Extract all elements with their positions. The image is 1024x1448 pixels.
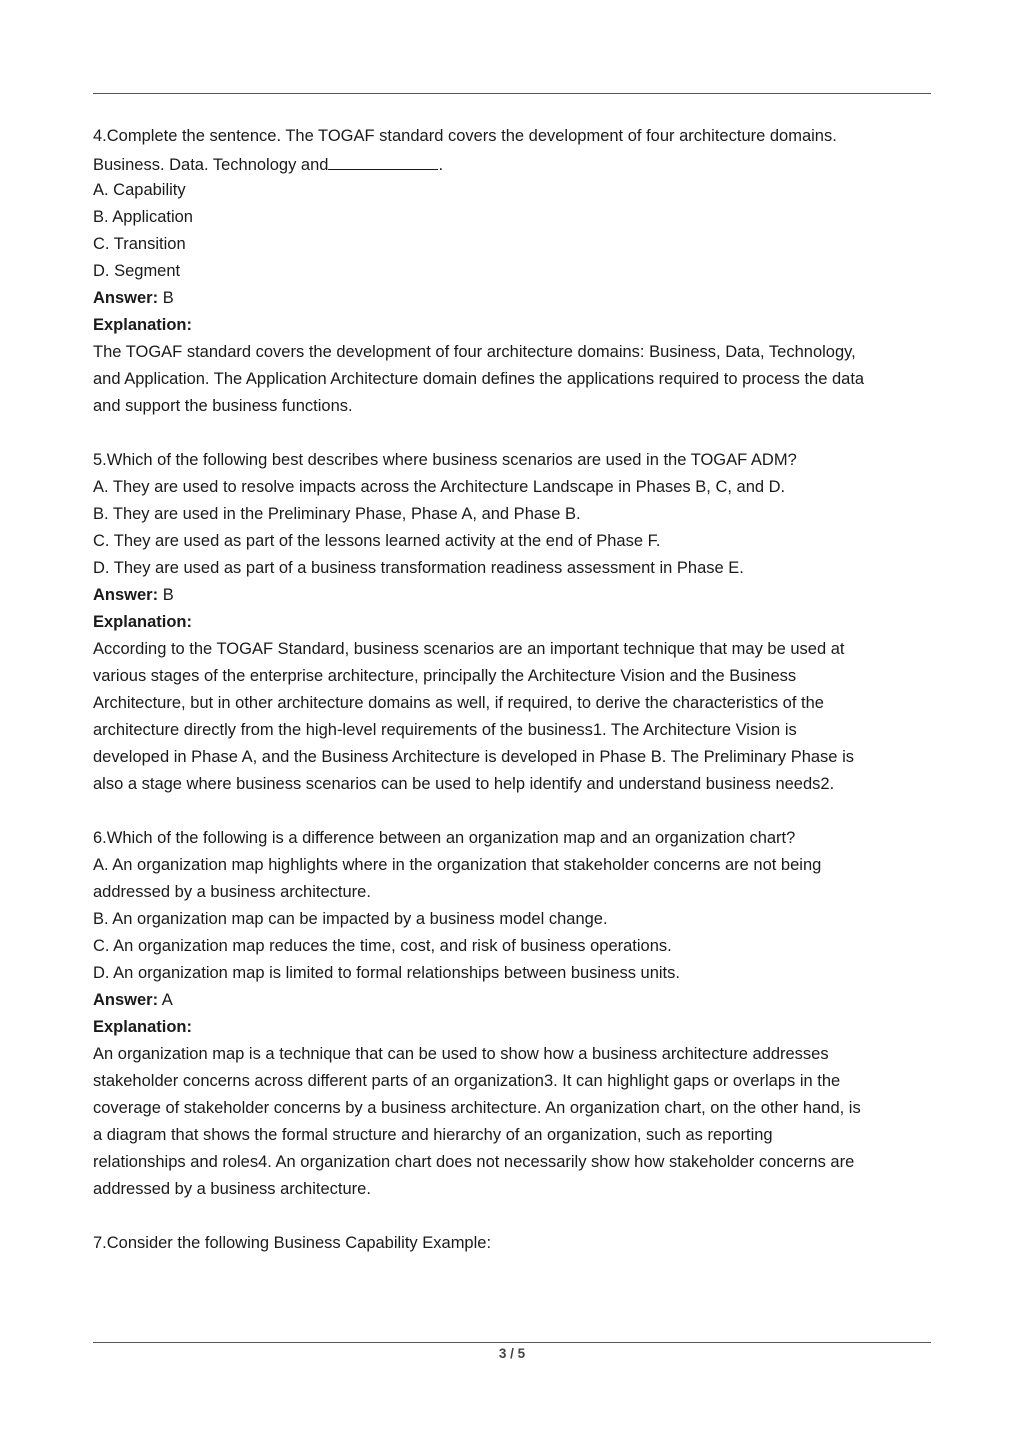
answer-label: Answer:	[93, 586, 159, 604]
explanation-label: Explanation:	[93, 613, 193, 631]
option-b: B. Application	[93, 208, 193, 226]
explanation-line: According to the TOGAF Standard, business scenarios are an important technique that may be used at	[93, 640, 845, 658]
option-d: D. Segment	[93, 262, 181, 280]
option-a-continued: addressed by a business architecture.	[93, 883, 371, 901]
page-content	[93, 123, 935, 1257]
explanation-line: also a stage where business scenarios can be used to help identify and understand business needs2.	[93, 775, 835, 793]
header-rule	[93, 93, 931, 94]
question-stem: 6.Which of the following is a difference between an organization map and an organization chart?	[93, 829, 796, 847]
footer-rule	[93, 1342, 931, 1343]
explanation-label: Explanation:	[93, 1018, 193, 1036]
spacer	[93, 1203, 935, 1230]
page-number: 3 / 5	[498, 1346, 526, 1361]
option-b: B. An organization map can be impacted by a business model change.	[93, 910, 608, 928]
explanation-line: architecture directly from the high-level requirements of the business1. The Architecture Vision is	[93, 721, 797, 739]
question-5	[93, 447, 935, 798]
option-c: C. They are used as part of the lessons learned activity at the end of Phase F.	[93, 532, 661, 550]
explanation-line: various stages of the enterprise architecture, principally the Architecture Vision and the Business	[93, 667, 797, 685]
question-6	[93, 825, 935, 1203]
option-c: C. Transition	[93, 235, 186, 253]
fill-in-blank	[328, 150, 438, 170]
explanation-line: and support the business functions.	[93, 397, 353, 415]
question-stem: 4.Complete the sentence. The TOGAF standard covers the development of four architecture domains.	[93, 127, 837, 145]
explanation-label: Explanation:	[93, 316, 193, 334]
question-4	[93, 123, 935, 420]
option-b: B. They are used in the Preliminary Phase, Phase A, and Phase B.	[93, 505, 581, 523]
question-stem: 7.Consider the following Business Capability Example:	[93, 1234, 492, 1252]
option-d: D. They are used as part of a business transformation readiness assessment in Phase E.	[93, 559, 744, 577]
answer-line	[93, 582, 935, 609]
answer-value: B	[162, 289, 174, 307]
option-c: C. An organization map reduces the time, cost, and risk of business operations.	[93, 937, 672, 955]
explanation-line: The TOGAF standard covers the development of four architecture domains: Business, Data, Technology,	[93, 343, 856, 361]
explanation-line: stakeholder concerns across different parts of an organization3. It can highlight gaps or overlaps in the	[93, 1072, 841, 1090]
question-stem-continued: Business. Data. Technology and .	[93, 150, 935, 177]
answer-label: Answer:	[93, 991, 159, 1009]
explanation-line: and Application. The Application Architecture domain defines the applications required to process the data	[93, 370, 865, 388]
option-a: A. They are used to resolve impacts across the Architecture Landscape in Phases B, C, and D.	[93, 478, 786, 496]
answer-line	[93, 285, 935, 312]
spacer	[93, 798, 935, 825]
answer-line	[93, 987, 935, 1014]
explanation-line: addressed by a business architecture.	[93, 1180, 371, 1198]
option-a: A. Capability	[93, 181, 186, 199]
question-7	[93, 1230, 935, 1257]
option-a: A. An organization map highlights where in the organization that stakeholder concerns are not being	[93, 856, 822, 874]
question-stem: 5.Which of the following best describes where business scenarios are used in the TOGAF ADM?	[93, 451, 797, 469]
answer-value: A	[161, 991, 173, 1009]
spacer	[93, 420, 935, 447]
answer-label: Answer:	[93, 289, 159, 307]
option-d: D. An organization map is limited to formal relationships between business units.	[93, 964, 680, 982]
explanation-line: a diagram that shows the formal structure and hierarchy of an organization, such as reporting	[93, 1126, 773, 1144]
explanation-line: Architecture, but in other architecture domains as well, if required, to derive the characteristics of the	[93, 694, 824, 712]
answer-value: B	[162, 586, 174, 604]
explanation-line: An organization map is a technique that can be used to show how a business architecture addresses	[93, 1045, 829, 1063]
explanation-line: developed in Phase A, and the Business Architecture is developed in Phase B. The Preliminary Phase is	[93, 748, 854, 766]
explanation-line: coverage of stakeholder concerns by a business architecture. An organization chart, on the other hand, is	[93, 1099, 861, 1117]
explanation-line: relationships and roles4. An organization chart does not necessarily show how stakeholder concerns are	[93, 1153, 855, 1171]
